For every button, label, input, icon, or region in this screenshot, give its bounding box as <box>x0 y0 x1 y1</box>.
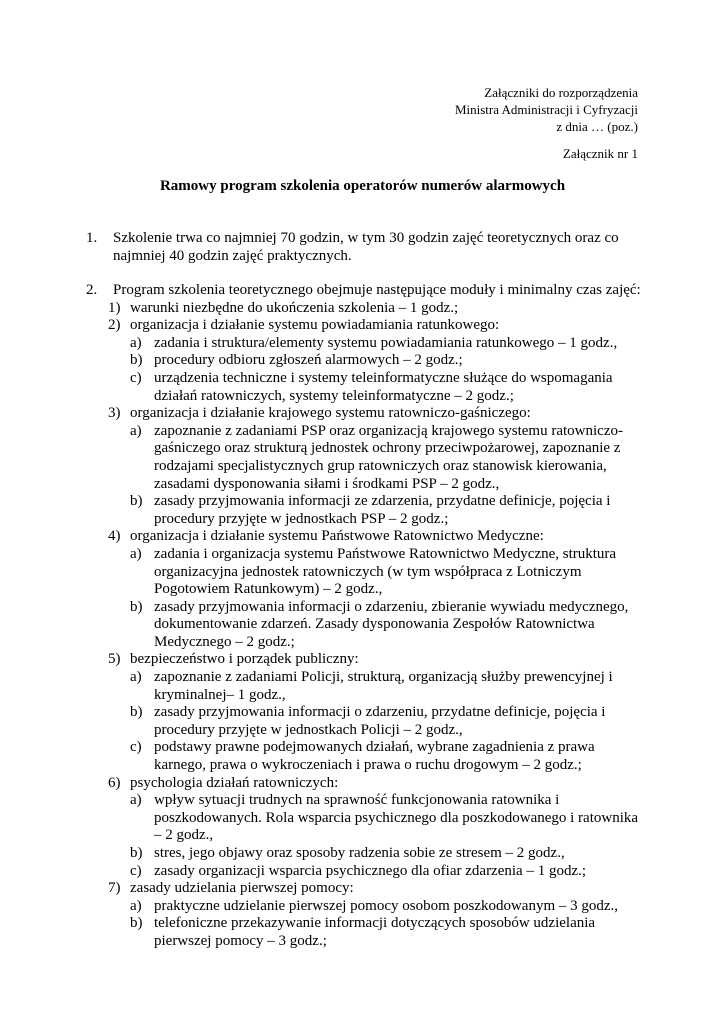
module-number: 5) <box>108 651 121 668</box>
annex-number: Załącznik nr 1 <box>562 146 638 161</box>
subitem-letter: b) <box>130 598 143 615</box>
subitem-letter: b) <box>130 493 143 510</box>
module-subitem <box>130 599 646 652</box>
subitem-letter: a) <box>130 897 142 914</box>
point-number: 2. <box>86 282 98 298</box>
subitem-letter: c) <box>130 862 142 879</box>
point-text: Szkolenie trwa co najmniej 70 godzin, w tym 30 godzin zajęć teoretycznych oraz co najmniej 40 godzin zajęć praktycznych. <box>113 230 619 264</box>
module-subitem <box>130 546 646 599</box>
module-subitem <box>130 423 646 493</box>
subitem-text: telefoniczne przekazywanie informacji dotyczących sposobów udzielania pierwszej pomocy – 3 godz.; <box>154 915 596 949</box>
module-number: 7) <box>108 880 121 897</box>
subitem-letter: a) <box>130 422 142 439</box>
subitem-letter: c) <box>130 739 142 756</box>
regulation-header <box>455 84 638 135</box>
subitem-text: wpływ sytuacji trudnych na sprawność funkcjonowania ratownika i poszkodowanych. Rola wsparcia psychicznego dla poszkodowanego i ratownika – 2 godz., <box>154 792 639 844</box>
module-subitem <box>130 792 646 845</box>
point-number: 1. <box>86 230 98 246</box>
subitem-text: zapoznanie z zadaniami Policji, strukturą, organizacją służby prewencyjnej i kryminalnej– 1 godz., <box>154 669 613 703</box>
module-text: bezpieczeństwo i porządek publiczny: <box>130 651 359 668</box>
point-intro: Program szkolenia teoretycznego obejmuje następujące moduły i minimalny czas zajęć: <box>113 282 641 298</box>
module-number: 1) <box>108 299 121 316</box>
module-text: zasady udzielania pierwszej pomocy: <box>130 880 354 897</box>
module-item <box>108 775 646 881</box>
subitem-letter: b) <box>130 352 143 369</box>
subitem-letter: a) <box>130 792 142 809</box>
subitem-text: zadania i struktura/elementy systemu powiadamiania ratunkowego – 1 godz., <box>154 334 618 351</box>
module-number: 4) <box>108 528 121 545</box>
module-subitem <box>130 370 646 405</box>
subitem-text: procedury odbioru zgłoszeń alarmowych – 2 godz.; <box>154 352 463 369</box>
subitem-text: zapoznanie z zadaniami PSP oraz organizacją krajowego systemu ratowniczo-gaśniczego oraz strukturą jednostek ochrony przeciwpożarowej, zapoznanie z rodzajami specjalistycznych grup ratowniczych oraz stanowisk kierowania, zasadami dysponowania siłami i środkami PSP – 2 godz., <box>154 422 623 492</box>
subitem-text: urządzenia techniczne i systemy teleinformatyczne służące do wspomagania działań ratowniczych, systemy teleinformatyczne – 2 godz.; <box>154 369 613 404</box>
module-subitem <box>130 335 646 353</box>
module-subitem <box>130 915 646 950</box>
module-subitem <box>130 493 646 528</box>
subitem-text: zasady przyjmowania informacji ze zdarzenia, przydatne definicje, pojęcia i procedury przyjęte w jednostkach PSP – 2 godz.; <box>154 493 611 527</box>
module-subitem <box>130 704 646 739</box>
module-number: 6) <box>108 774 121 791</box>
subitem-text: praktyczne udzielanie pierwszej pomocy osobom poszkodowanym – 3 godz., <box>154 897 619 914</box>
header-line-3: z dnia … (poz.) <box>556 119 638 134</box>
module-item <box>108 300 646 318</box>
subitem-letter: b) <box>130 915 143 932</box>
module-text: organizacja i działanie systemu powiadamiania ratunkowego: <box>130 317 500 334</box>
module-text: organizacja i działanie krajowego systemu ratowniczo-gaśniczego: <box>130 405 531 422</box>
document-title: Ramowy program szkolenia operatorów numerów alarmowych <box>159 178 566 194</box>
subitem-letter: b) <box>130 704 143 721</box>
point-2 <box>86 282 646 951</box>
header-line-1: Załączniki do rozporządzenia <box>484 85 638 100</box>
point-1 <box>86 230 646 265</box>
module-item <box>108 317 646 405</box>
subitem-letter: b) <box>130 845 143 861</box>
subitem-text: podstawy prawne podejmowanych działań, wybrane zagadnienia z prawa karnego, prawa o wykroczeniach i prawa o ruchu drogowym – 2 godz.; <box>154 739 595 774</box>
module-subitem <box>130 352 646 370</box>
module-item <box>108 405 646 528</box>
subitem-letter: a) <box>130 334 142 351</box>
module-subitem <box>130 863 646 881</box>
module-number: 2) <box>108 317 121 334</box>
module-item <box>108 528 646 651</box>
subitem-text: stres, jego objawy oraz sposoby radzenia sobie ze stresem – 2 godz., <box>154 845 565 861</box>
subitem-letter: c) <box>130 369 142 386</box>
subitem-text: zasady organizacji wsparcia psychicznego dla ofiar zdarzenia – 1 godz.; <box>154 862 587 879</box>
module-subitem <box>130 845 646 863</box>
subitem-letter: a) <box>130 669 142 686</box>
subitem-text: zasady przyjmowania informacji o zdarzeniu, przydatne definicje, pojęcia i procedury przyjęte w jednostkach Policji – 2 godz., <box>154 704 606 738</box>
header-line-2: Ministra Administracji i Cyfryzacji <box>454 102 638 117</box>
module-text: organizacja i działanie systemu Państwowe Ratownictwo Medyczne: <box>130 528 544 545</box>
module-subitem <box>130 739 646 774</box>
module-item <box>108 651 646 774</box>
module-text: psychologia działań ratowniczych: <box>130 774 339 791</box>
subitem-letter: a) <box>130 545 142 562</box>
module-item <box>108 880 646 950</box>
subitem-text: zadania i organizacja systemu Państwowe Ratownictwo Medyczne, struktura organizacyjna jednostek ratowniczych (w tym współpraca z Lotniczym Pogotowiem Ratunkowym) – 2 godz., <box>154 545 617 598</box>
subitem-text: zasady przyjmowania informacji o zdarzeniu, zbieranie wywiadu medycznego, dokumentowanie zdarzeń. Zasady dysponowania Zespołów Ratownictwa Medycznego – 2 godz.; <box>154 598 629 650</box>
module-number: 3) <box>108 405 121 422</box>
module-text: warunki niezbędne do ukończenia szkolenia – 1 godz.; <box>130 299 459 316</box>
module-subitem <box>130 898 646 916</box>
module-subitem <box>130 669 646 704</box>
